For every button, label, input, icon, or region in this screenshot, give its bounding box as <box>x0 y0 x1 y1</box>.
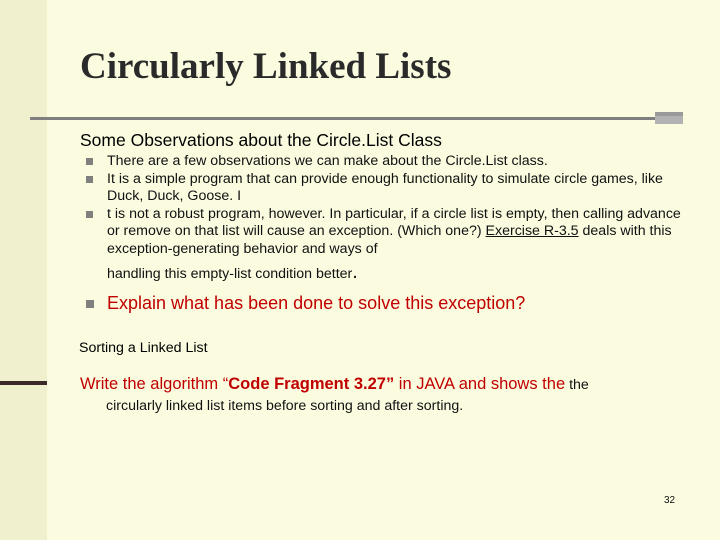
continuation-period: . <box>352 261 358 283</box>
square-bullet-icon <box>86 158 93 165</box>
left-decoration-bar <box>0 0 47 540</box>
bullet-item <box>86 206 686 259</box>
bullet-text: It is a simple program that can provide enough functionality to simulate circle games, like Duck, Duck, Goose. I <box>107 170 663 204</box>
bullet-item <box>86 153 686 171</box>
algo-tail: the <box>565 377 589 393</box>
algorithm-instruction-line2: circularly linked list items before sorting and after sorting. <box>106 398 464 414</box>
left-divider <box>0 381 47 385</box>
square-bullet-icon <box>86 211 93 218</box>
section-heading-observations: Some Observations about the Circle.List Class <box>80 130 442 150</box>
exercise-text: deals with this exception-generating behavior and ways of <box>107 223 672 257</box>
slide-title: Circularly Linked Lists <box>80 46 452 87</box>
exercise-link[interactable]: Exercise R-3.5 <box>485 223 579 239</box>
section-heading-sorting: Sorting a Linked List <box>79 340 208 356</box>
bullet-list <box>86 153 686 314</box>
algo-prefix: Write the algorithm “ <box>80 375 229 393</box>
question-text: Explain what has been done to solve this exception? <box>107 292 526 313</box>
title-divider-end-top <box>655 112 683 116</box>
continuation-text: handling this empty-list condition better <box>107 266 353 282</box>
code-fragment-ref: Code Fragment 3.27” <box>228 375 395 393</box>
bullet-item-question <box>86 292 686 314</box>
bullet-continuation <box>86 261 686 284</box>
bullet-item <box>86 171 686 206</box>
title-divider <box>30 117 655 120</box>
algorithm-instruction <box>80 374 700 395</box>
square-bullet-icon <box>86 176 93 183</box>
bullet-text: t is not a robust program, however. In particular, if a circle list is empty, then calling advance or remove on that list will cause an exception. (Which one?) <box>107 205 681 239</box>
algo-mid: in JAVA and shows the <box>394 375 566 393</box>
square-bullet-icon <box>86 300 94 308</box>
bullet-text: There are a few observations we can make about the Circle.List class. <box>107 153 548 169</box>
page-number: 32 <box>664 495 676 506</box>
